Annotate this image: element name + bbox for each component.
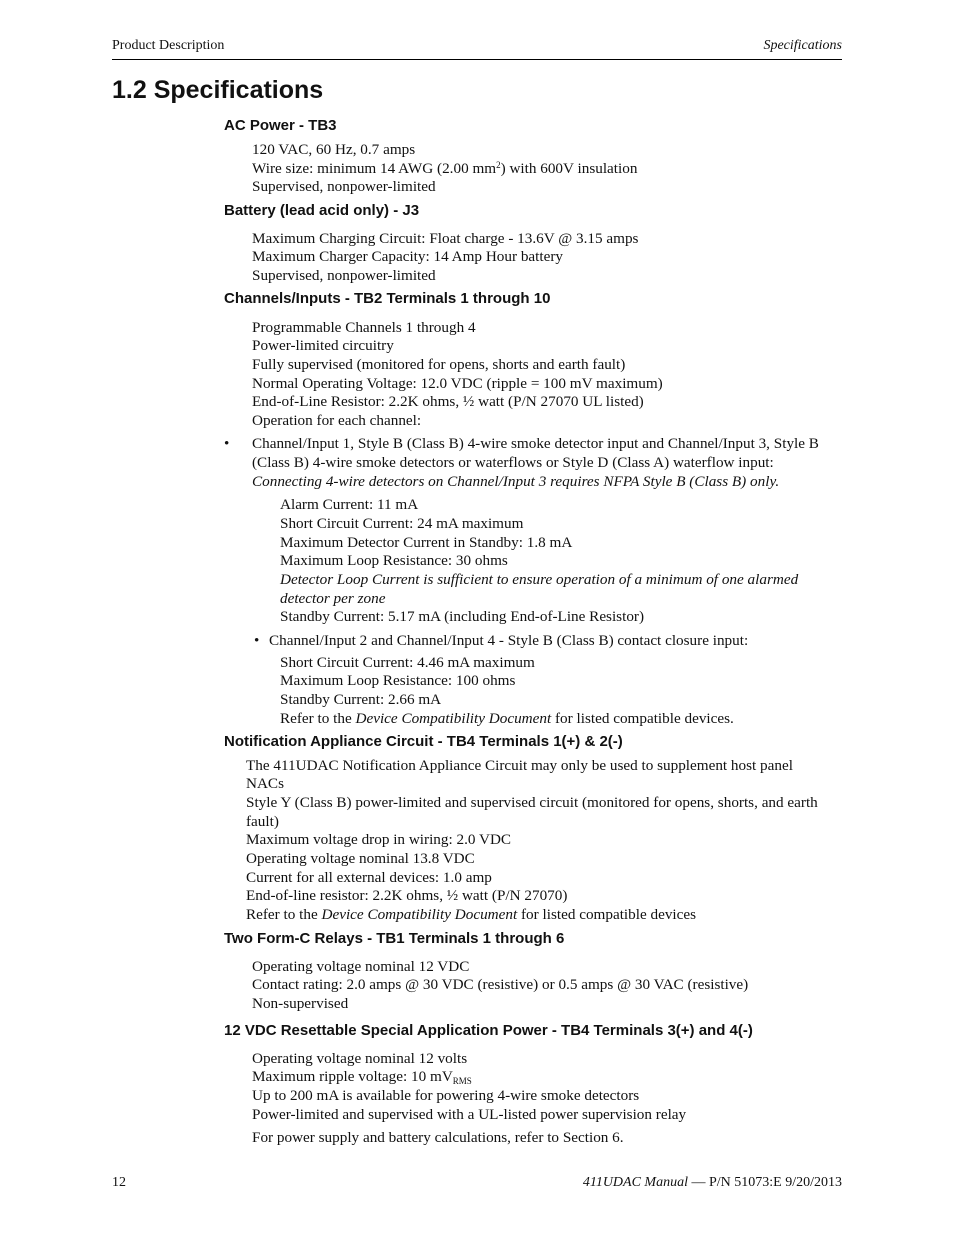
spec-line: Non-supervised (252, 995, 349, 1012)
bullet-text: Channel/Input 2 and Channel/Input 4 - Style B (Class B) contact closure input: (269, 632, 749, 649)
manual-title: 411UDAC Manual (582, 1175, 688, 1190)
detail-text: for listed compatible devices. (551, 710, 734, 727)
bullet-text: (Class B) 4-wire smoke detectors or waterflows or Style D (Class A) waterflow input: (252, 454, 774, 471)
detail-line (280, 710, 734, 728)
spec-line: 120 VAC, 60 Hz, 0.7 amps (252, 141, 416, 158)
page-title: 1.2 Specifications (112, 76, 324, 104)
spec-text: for listed compatible devices (517, 906, 697, 923)
spec-text: Refer to the (246, 906, 322, 923)
detail-line: Short Circuit Current: 4.46 mA maximum (280, 654, 535, 671)
document-reference: Device Compatibility Document (355, 710, 552, 727)
detail-text: Refer to the (280, 710, 356, 727)
footer-doc-info (583, 1175, 842, 1191)
spec-line: Up to 200 mA is available for powering 4-wire smoke detectors (252, 1087, 640, 1104)
detail-line: Standby Current: 2.66 mA (280, 691, 442, 708)
spec-line: Current for all external devices: 1.0 amp (246, 869, 492, 886)
spec-line: Supervised, nonpower-limited (252, 267, 436, 284)
bullet-marker: • (254, 632, 260, 649)
spec-line: Maximum Charger Capacity: 14 Amp Hour battery (252, 248, 564, 265)
document-reference: Device Compatibility Document (321, 906, 518, 923)
spec-line (252, 1068, 472, 1086)
spec-line: Operating voltage nominal 13.8 VDC (246, 850, 475, 867)
section-heading-relays: Two Form-C Relays - TB1 Terminals 1 through 6 (224, 930, 565, 947)
note-text: detector per zone (280, 590, 386, 607)
detail-line: Maximum Detector Current in Standby: 1.8 mA (280, 534, 573, 551)
running-header-left: Product Description (112, 38, 225, 53)
detail-line: Maximum Loop Resistance: 100 ohms (280, 672, 516, 689)
subscript: RMS (452, 1076, 472, 1086)
spec-text: Wire size: minimum 14 AWG (2.00 mm (252, 160, 497, 177)
header-rule (112, 59, 842, 60)
spec-line: Contact rating: 2.0 amps @ 30 VDC (resistive) or 0.5 amps @ 30 VAC (resistive) (252, 976, 749, 993)
running-header-right: Specifications (763, 38, 842, 53)
spec-line: Fully supervised (monitored for opens, shorts and earth fault) (252, 356, 626, 373)
spec-line: End-of-Line Resistor: 2.2K ohms, ½ watt (P/N 27070 UL listed) (252, 393, 644, 410)
spec-line: Operation for each channel: (252, 412, 422, 429)
spec-text: Maximum ripple voltage: 10 mV (252, 1068, 453, 1085)
spec-line: For power supply and battery calculations, refer to Section 6. (252, 1129, 624, 1146)
spec-line: Programmable Channels 1 through 4 (252, 319, 476, 336)
note-text: Detector Loop Current is sufficient to ensure operation of a minimum of one alarmed (280, 571, 799, 588)
detail-line: Alarm Current: 11 mA (280, 496, 419, 513)
bullet-text: Channel/Input 1, Style B (Class B) 4-wire smoke detector input and Channel/Input 3, Style B (252, 435, 819, 452)
detail-line: Short Circuit Current: 24 mA maximum (280, 515, 524, 532)
spec-line (252, 160, 637, 178)
spec-line: NACs (246, 775, 284, 792)
note-text: Connecting 4-wire detectors on Channel/Input 3 requires NFPA Style B (Class B) only. (252, 473, 780, 490)
spec-text: ) with 600V insulation (500, 160, 638, 177)
page-number: 12 (112, 1175, 126, 1190)
section-heading-12vdc-power: 12 VDC Resettable Special Application Power - TB4 Terminals 3(+) and 4(-) (224, 1022, 753, 1039)
spec-line (246, 906, 696, 924)
detail-line: Maximum Loop Resistance: 30 ohms (280, 552, 508, 569)
spec-line: Power-limited and supervised with a UL-listed power supervision relay (252, 1106, 687, 1123)
bullet-marker: • (224, 435, 230, 452)
spec-line: The 411UDAC Notification Appliance Circuit may only be used to supplement host panel (246, 757, 793, 774)
section-heading-nac: Notification Appliance Circuit - TB4 Terminals 1(+) & 2(-) (224, 733, 623, 750)
section-heading-channels: Channels/Inputs - TB2 Terminals 1 through 10 (224, 290, 551, 307)
spec-line: Power-limited circuitry (252, 337, 394, 354)
spec-line: Normal Operating Voltage: 12.0 VDC (ripple = 100 mV maximum) (252, 375, 663, 392)
spec-line: Maximum voltage drop in wiring: 2.0 VDC (246, 831, 512, 848)
part-number: — P/N 51073:E 9/20/2013 (687, 1175, 842, 1190)
spec-line: Style Y (Class B) power-limited and supervised circuit (monitored for opens, shorts, and earth (246, 794, 818, 811)
spec-line: fault) (246, 813, 279, 830)
section-heading-battery: Battery (lead acid only) - J3 (224, 202, 420, 219)
spec-line: Supervised, nonpower-limited (252, 178, 436, 195)
spec-line: Operating voltage nominal 12 VDC (252, 958, 470, 975)
spec-line: End-of-line resistor: 2.2K ohms, ½ watt (P/N 27070) (246, 887, 568, 904)
spec-line: Maximum Charging Circuit: Float charge - 13.6V @ 3.15 amps (252, 230, 639, 247)
section-heading-ac-power: AC Power - TB3 (224, 117, 337, 134)
superscript: 2 (496, 160, 501, 170)
detail-line: Standby Current: 5.17 mA (including End-of-Line Resistor) (280, 608, 645, 625)
spec-line: Operating voltage nominal 12 volts (252, 1050, 468, 1067)
